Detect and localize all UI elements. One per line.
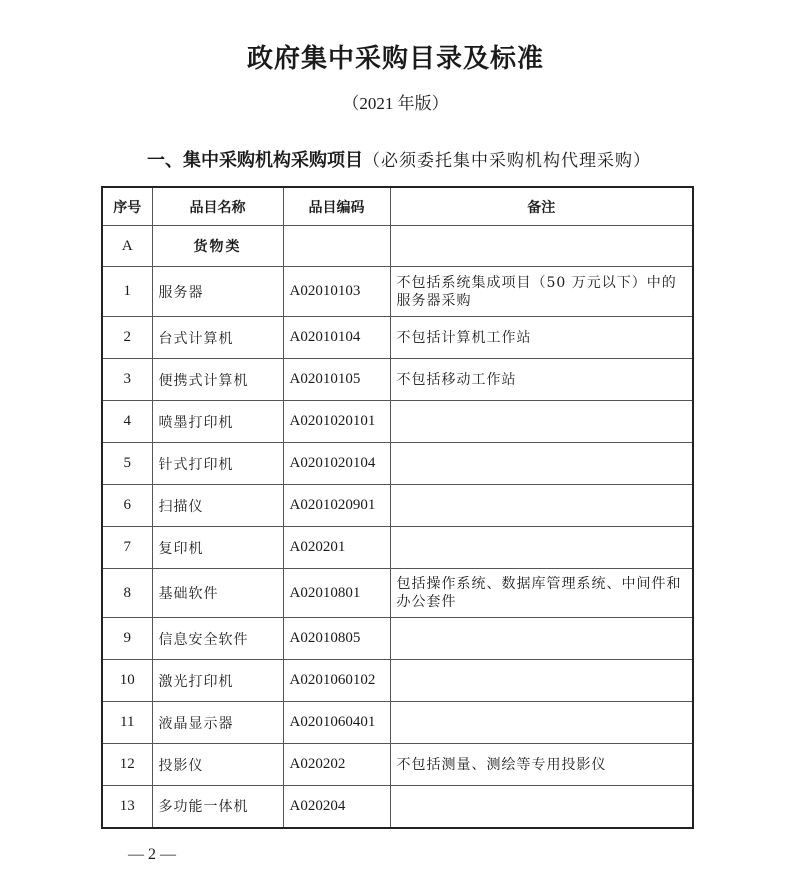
row-code: A020201 (283, 527, 390, 569)
table-header-row (102, 187, 693, 226)
row-index: 13 (102, 786, 152, 828)
document-subtitle: （2021 年版） (342, 94, 449, 113)
row-code: A0201060401 (283, 702, 390, 744)
row-name: 针式打印机 (152, 443, 283, 485)
table-row (102, 702, 693, 744)
row-remark: 不包括计算机工作站 (390, 317, 693, 359)
row-code: A0201020104 (283, 443, 390, 485)
table-row (102, 317, 693, 359)
table-row (102, 569, 693, 618)
row-index: 9 (102, 618, 152, 660)
table-row (102, 359, 693, 401)
row-name: 扫描仪 (152, 485, 283, 527)
row-code: A0201060102 (283, 660, 390, 702)
row-code: A02010103 (283, 267, 390, 317)
row-code: A02010801 (283, 569, 390, 618)
row-remark (390, 527, 693, 569)
row-index: 6 (102, 485, 152, 527)
header-remark: 备注 (390, 187, 693, 226)
row-remark: 不包括测量、测绘等专用投影仪 (390, 744, 693, 786)
row-index: 7 (102, 527, 152, 569)
section-heading (147, 146, 651, 172)
table-row (102, 443, 693, 485)
row-remark (390, 786, 693, 828)
section-heading-text: 一、集中采购机构采购项目 (147, 150, 363, 171)
table-row (102, 744, 693, 786)
row-index: 5 (102, 443, 152, 485)
row-index: 3 (102, 359, 152, 401)
category-code (283, 226, 390, 267)
row-name: 液晶显示器 (152, 702, 283, 744)
row-remark (390, 702, 693, 744)
row-index: 4 (102, 401, 152, 443)
row-name: 复印机 (152, 527, 283, 569)
page-number: — 2 — (128, 846, 176, 863)
row-index: 1 (102, 267, 152, 317)
table-row (102, 618, 693, 660)
row-code: A02010805 (283, 618, 390, 660)
row-code: A020204 (283, 786, 390, 828)
row-name: 基础软件 (152, 569, 283, 618)
section-note: （必须委托集中采购机构代理采购） (363, 151, 651, 171)
row-name: 信息安全软件 (152, 618, 283, 660)
row-remark: 不包括系统集成项目（50 万元以下）中的服务器采购 (390, 267, 693, 317)
table-row (102, 401, 693, 443)
row-remark (390, 660, 693, 702)
row-name: 多功能一体机 (152, 786, 283, 828)
row-remark (390, 618, 693, 660)
category-name: 货物类 (152, 226, 283, 267)
row-index: 11 (102, 702, 152, 744)
document-title: 政府集中采购目录及标准 (246, 44, 544, 74)
row-code: A0201020101 (283, 401, 390, 443)
table-row (102, 527, 693, 569)
category-row (102, 226, 693, 267)
row-code: A02010105 (283, 359, 390, 401)
row-name: 台式计算机 (152, 317, 283, 359)
row-remark: 不包括移动工作站 (390, 359, 693, 401)
procurement-table (101, 186, 694, 829)
row-code: A0201020901 (283, 485, 390, 527)
row-name: 便携式计算机 (152, 359, 283, 401)
header-name: 品目名称 (152, 187, 283, 226)
row-index: 10 (102, 660, 152, 702)
table-row (102, 660, 693, 702)
row-index: 8 (102, 569, 152, 618)
row-remark: 包括操作系统、数据库管理系统、中间件和办公套件 (390, 569, 693, 618)
row-code: A020202 (283, 744, 390, 786)
category-index: A (102, 226, 152, 267)
table-row (102, 267, 693, 317)
row-name: 喷墨打印机 (152, 401, 283, 443)
row-remark (390, 443, 693, 485)
row-name: 服务器 (152, 267, 283, 317)
row-index: 2 (102, 317, 152, 359)
row-name: 投影仪 (152, 744, 283, 786)
header-code: 品目编码 (283, 187, 390, 226)
row-remark (390, 485, 693, 527)
category-remark (390, 226, 693, 267)
row-remark (390, 401, 693, 443)
table-row (102, 485, 693, 527)
row-index: 12 (102, 744, 152, 786)
table-row (102, 786, 693, 828)
header-index: 序号 (102, 187, 152, 226)
row-code: A02010104 (283, 317, 390, 359)
row-name: 激光打印机 (152, 660, 283, 702)
